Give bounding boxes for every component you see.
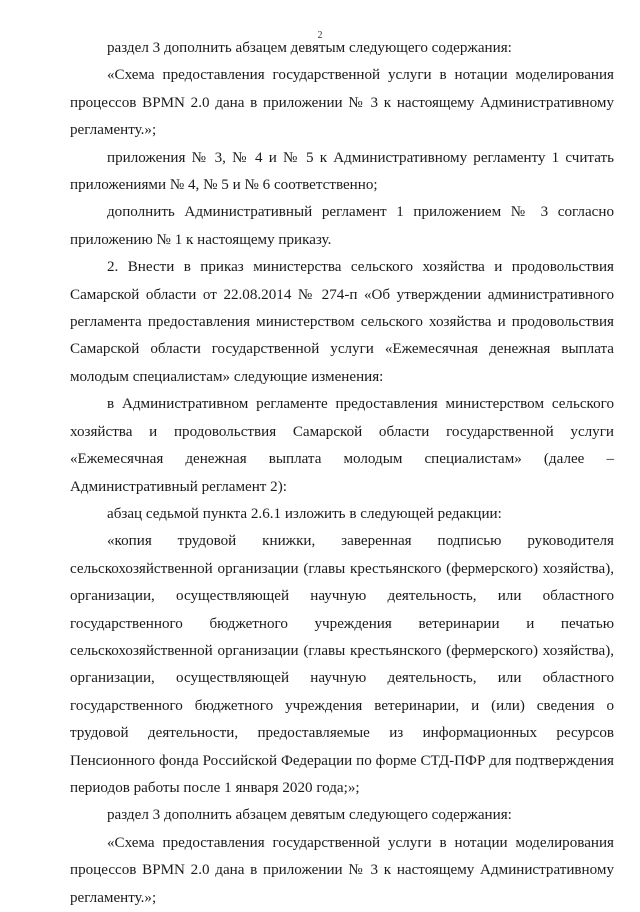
- paragraph-section3-intro-2: раздел 3 дополнить абзацем девятым следующего содержания:: [107, 807, 512, 824]
- paragraph-item-2: 2. Внести в приказ министерства сельского хозяйства и продовольствия Самарской области от 22.08.2014 № 274-п «Об утверждении административного регламента предоставления министерством сельского хозяйства и продовольствия Самарской области государственной услуги «Ежемесячная денежная выплата молодым специалистам» следующие изменения:: [70, 259, 614, 385]
- paragraph-bpmn-scheme-2: «Схема предоставления государственной услуги в нотации моделирования процессов BPMN 2.0 дана в приложении № 3 к настоящему Административному регламенту.»;: [70, 834, 614, 906]
- page-number: 2: [317, 30, 323, 41]
- paragraph-renumber-appendices: приложения № 3, № 4 и № 5 к Административному регламенту 1 считать приложениями № 4, № 5 и № 6 соответственно;: [70, 149, 614, 194]
- paragraph-clause-2-6-1: абзац седьмой пункта 2.6.1 изложить в следующей редакции:: [107, 505, 502, 522]
- paragraph-bpmn-scheme: «Схема предоставления государственной услуги в нотации моделирования процессов BPMN 2.0 дана в приложении № 3 к настоящему Административному регламенту.»;: [70, 67, 614, 139]
- paragraph-section3-intro: раздел 3 дополнить абзацем девятым следующего содержания:: [107, 40, 512, 56]
- paragraph-employment-record: «копия трудовой книжки, заверенная подписью руководителя сельскохозяйственной организации (главы крестьянского (фермерского) хозяйства), организации, осуществляющей научную деятельность, или областного государственного бюджетного учреждения ветеринарии и печатью сельскохозяйственной организации (главы крестьянского (фермерского) хозяйства), организации, осуществляющей научную деятельность, или областного государственного бюджетного учреждения ветеринарии, и (или) сведения о трудовой деятельности, предоставляемые из информационных ресурсов Пенсионного фонда Российской Федерации по форме СТД-ПФР для подтверждения периодов работы после 1 января 2020 года;»;: [70, 533, 614, 796]
- paragraph-regulation-2: в Административном регламенте предоставления министерством сельского хозяйства и продовольствия Самарской области государственной услуги «Ежемесячная денежная выплата молодым специалистам» (далее – Административный регламент 2):: [70, 396, 614, 495]
- document-body: [70, 35, 614, 912]
- paragraph-add-appendix: дополнить Административный регламент 1 приложением № 3 согласно приложению № 1 к настоящему приказу.: [70, 204, 614, 248]
